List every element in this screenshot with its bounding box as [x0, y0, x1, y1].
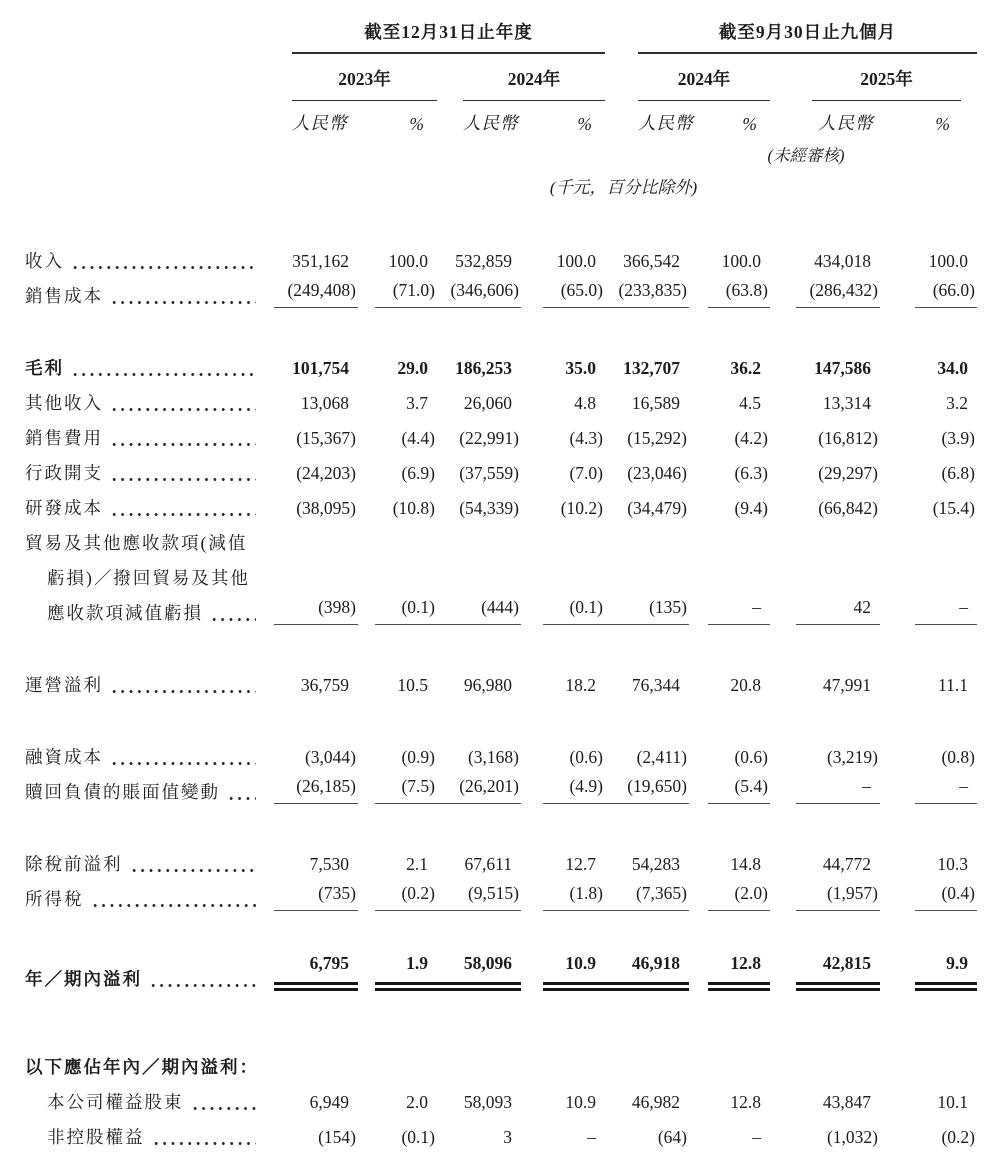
value-cell: (3,168): [467, 747, 519, 767]
year-header-2023: 2023年: [292, 66, 437, 101]
value-cell: 7,530: [309, 854, 349, 874]
dot-leader: [210, 618, 256, 621]
value-cell: 44,772: [822, 854, 871, 874]
value-cell: (233,835): [618, 280, 687, 300]
value-cell: (9.4): [734, 498, 768, 518]
value-cell: 351,162: [292, 251, 349, 271]
value-cell: (0.8): [941, 747, 975, 767]
value-cell: (4.3): [569, 428, 603, 448]
value-cell: 100.0: [721, 251, 761, 271]
value-cell: 3: [503, 1127, 512, 1147]
value-cell: (9,515): [467, 883, 519, 903]
value-cell: (4.9): [569, 776, 603, 796]
row-label: 本公司權益股東: [47, 1092, 184, 1112]
value-cell: –: [959, 776, 968, 796]
value-cell: (64): [657, 1127, 687, 1147]
value-cell: 4.8: [574, 393, 596, 413]
value-cell: 147,586: [814, 358, 871, 378]
row-label: 其他收入: [25, 393, 103, 413]
value-cell: 4.5: [739, 393, 761, 413]
dot-leader: [152, 1142, 257, 1145]
table-row: [25, 1118, 977, 1153]
value-cell: 10.9: [565, 953, 596, 973]
year-header-2024: 2024年: [463, 66, 605, 101]
value-cell: 26,060: [463, 393, 512, 413]
value-cell: 42: [853, 597, 871, 617]
value-cell: (66,842): [818, 498, 878, 518]
value-cell: (0.1): [569, 597, 603, 617]
value-cell: (7,365): [635, 883, 687, 903]
value-cell: (3.9): [941, 428, 975, 448]
table-row: [25, 242, 977, 277]
value-cell: 2.1: [406, 854, 428, 874]
value-cell: (6.3): [734, 463, 768, 483]
value-cell: 1.9: [406, 953, 428, 973]
value-cell: 35.0: [565, 358, 596, 378]
value-cell: 58,093: [463, 1092, 512, 1112]
value-cell: 434,018: [814, 251, 871, 271]
value-cell: 96,980: [463, 675, 512, 695]
value-cell: 100.0: [556, 251, 596, 271]
value-cell: (0.9): [401, 747, 435, 767]
value-cell: (15,367): [296, 428, 356, 448]
spacer-row: [25, 629, 977, 666]
dot-leader: [110, 762, 256, 765]
value-cell: 10.1: [937, 1092, 968, 1112]
value-cell: –: [752, 597, 761, 617]
value-cell: (1,957): [826, 883, 878, 903]
row-label: 應收款項減值虧損: [47, 603, 203, 623]
value-cell: 16,589: [631, 393, 680, 413]
value-cell: (0.1): [401, 597, 435, 617]
value-cell: 186,253: [455, 358, 512, 378]
table-row: [25, 524, 977, 559]
row-label: 運營溢利: [25, 675, 103, 695]
value-cell: (34,479): [627, 498, 687, 518]
value-cell: (398): [318, 597, 356, 617]
value-cell: (23,046): [627, 463, 687, 483]
value-cell: (4.2): [734, 428, 768, 448]
dot-leader: [91, 904, 257, 907]
value-cell: –: [752, 1127, 761, 1147]
value-cell: (15,292): [627, 428, 687, 448]
currency-column-header: 人民幣: [292, 113, 348, 133]
value-cell: (7.0): [569, 463, 603, 483]
value-cell: (249,408): [287, 280, 356, 300]
row-label: 以下應佔年內／期內溢利：: [25, 1057, 259, 1077]
dot-leader: [71, 373, 256, 376]
value-cell: 20.8: [730, 675, 761, 695]
row-label: 所得稅: [25, 889, 84, 909]
value-cell: 10.9: [565, 1092, 596, 1112]
value-cell: (15.4): [932, 498, 975, 518]
row-label: 融資成本: [25, 747, 103, 767]
spacer-row: [25, 995, 977, 1048]
value-cell: (444): [481, 597, 519, 617]
value-cell: 12.8: [730, 1092, 761, 1112]
value-cell: (1.8): [569, 883, 603, 903]
value-cell: (2,411): [636, 747, 687, 767]
currency-column-header: 人民幣: [638, 113, 694, 133]
value-cell: 43,847: [822, 1092, 871, 1112]
value-cell: (0.4): [941, 883, 975, 903]
table-row: [25, 384, 977, 419]
value-cell: (38,095): [296, 498, 356, 518]
table-row: [25, 1083, 977, 1118]
value-cell: (29,297): [818, 463, 878, 483]
value-cell: (0.2): [941, 1127, 975, 1147]
value-cell: 34.0: [937, 358, 968, 378]
dot-leader: [110, 443, 256, 446]
value-cell: (3,219): [826, 747, 878, 767]
value-cell: (4.4): [401, 428, 435, 448]
value-cell: 13,314: [822, 393, 871, 413]
value-cell: 12.7: [565, 854, 596, 874]
table-row: [25, 594, 977, 629]
value-cell: (7.5): [401, 776, 435, 796]
value-cell: (22,991): [459, 428, 519, 448]
table-row: [25, 419, 977, 454]
value-cell: –: [862, 776, 871, 796]
row-label: 毛利: [25, 358, 64, 378]
section-title-nine-month: 截至9月30日止九個月: [718, 22, 897, 42]
table-row: [25, 277, 977, 312]
value-cell: –: [959, 597, 968, 617]
value-cell: 42,815: [822, 953, 871, 973]
row-label: 虧損)／撥回貿易及其他: [47, 568, 250, 588]
row-label: 銷售成本: [25, 286, 103, 306]
row-label: 年／期內溢利: [25, 969, 142, 989]
value-cell: 36,759: [300, 675, 349, 695]
value-cell: (135): [649, 597, 687, 617]
value-cell: 14.8: [730, 854, 761, 874]
value-cell: 18.2: [565, 675, 596, 695]
value-cell: (154): [318, 1127, 356, 1147]
value-cell: (0.1): [401, 1127, 435, 1147]
value-cell: (26,201): [459, 776, 519, 796]
value-cell: 29.0: [397, 358, 428, 378]
value-cell: (26,185): [296, 776, 356, 796]
dot-leader: [130, 869, 257, 872]
value-cell: 100.0: [388, 251, 428, 271]
value-cell: 46,918: [631, 953, 680, 973]
value-cell: (5.4): [734, 776, 768, 796]
value-cell: 46,982: [631, 1092, 680, 1112]
value-cell: 54,283: [631, 854, 680, 874]
value-cell: 3.2: [946, 393, 968, 413]
value-cell: (0.6): [734, 747, 768, 767]
value-cell: 100.0: [928, 251, 968, 271]
dot-leader: [149, 984, 256, 987]
value-cell: (63.8): [725, 280, 768, 300]
row-label: 研發成本: [25, 498, 103, 518]
value-cell: (65.0): [560, 280, 603, 300]
dot-leader: [110, 690, 256, 693]
table-row: [25, 880, 977, 915]
dot-leader: [110, 513, 256, 516]
value-cell: 6,795: [309, 953, 349, 973]
table-row: [25, 738, 977, 773]
value-cell: 58,096: [463, 953, 512, 973]
value-cell: 532,859: [455, 251, 512, 271]
value-cell: 132,707: [623, 358, 680, 378]
value-cell: (6.9): [401, 463, 435, 483]
value-cell: 10.5: [397, 675, 428, 695]
value-cell: 366,542: [623, 251, 680, 271]
income-statement-table: [25, 6, 977, 1153]
value-cell: (3,044): [304, 747, 356, 767]
row-label: 除稅前溢利: [25, 854, 123, 874]
percent-column-header: %: [935, 114, 950, 134]
row-label: 贖回負債的賬面值變動: [25, 782, 220, 802]
units-note: (千元，百分比除外): [549, 178, 698, 197]
value-cell: (19,650): [627, 776, 687, 796]
percent-column-header: %: [742, 114, 757, 134]
row-label: 收入: [25, 251, 64, 271]
value-cell: 13,068: [300, 393, 349, 413]
table-row: [25, 489, 977, 524]
row-label: 銷售費用: [25, 428, 103, 448]
value-cell: 67,611: [464, 854, 512, 874]
value-cell: (0.2): [401, 883, 435, 903]
dot-leader: [71, 266, 256, 269]
table-row: [25, 454, 977, 489]
value-cell: 101,754: [292, 358, 349, 378]
value-cell: (735): [318, 883, 356, 903]
year-header-2025: 2025年: [812, 66, 961, 101]
spacer-row: [25, 808, 977, 845]
dot-leader: [227, 797, 256, 800]
year-header-2024-9m: 2024年: [638, 66, 770, 101]
currency-column-header: 人民幣: [818, 113, 874, 133]
value-cell: (10.2): [560, 498, 603, 518]
dot-leader: [110, 301, 256, 304]
section-title-annual: 截至12月31日止年度: [364, 22, 533, 42]
value-cell: (24,203): [296, 463, 356, 483]
dot-leader: [191, 1107, 257, 1110]
value-cell: 10.3: [937, 854, 968, 874]
value-cell: (1,032): [826, 1127, 878, 1147]
percent-column-header: %: [577, 114, 592, 134]
unaudited-note: (未經審核): [767, 146, 845, 165]
value-cell: (10.8): [392, 498, 435, 518]
table-row: [25, 773, 977, 808]
value-cell: –: [587, 1127, 596, 1147]
dot-leader: [110, 478, 256, 481]
spacer-row: [25, 915, 977, 952]
value-cell: (37,559): [459, 463, 519, 483]
value-cell: 6,949: [309, 1092, 349, 1112]
value-cell: (286,432): [809, 280, 878, 300]
percent-column-header: %: [409, 114, 424, 134]
value-cell: (2.0): [734, 883, 768, 903]
row-label: 貿易及其他應收款項(減值: [25, 533, 248, 553]
value-cell: (54,339): [459, 498, 519, 518]
value-cell: 9.9: [946, 953, 968, 973]
spacer-row: [25, 701, 977, 738]
currency-column-header: 人民幣: [463, 113, 519, 133]
value-cell: 76,344: [631, 675, 680, 695]
value-cell: 2.0: [406, 1092, 428, 1112]
table-row: [25, 666, 977, 701]
table-row: [25, 349, 977, 384]
table-row: [25, 845, 977, 880]
value-cell: (346,606): [450, 280, 519, 300]
value-cell: 3.7: [406, 393, 428, 413]
value-cell: 12.8: [730, 953, 761, 973]
table-header: [25, 6, 977, 242]
table-row: [25, 952, 977, 995]
row-label: 非控股權益: [47, 1127, 145, 1147]
table-row: [25, 559, 977, 594]
value-cell: (71.0): [392, 280, 435, 300]
table-body: [25, 242, 977, 1153]
table-row: [25, 1048, 977, 1083]
value-cell: 47,991: [822, 675, 871, 695]
value-cell: (66.0): [932, 280, 975, 300]
dot-leader: [110, 408, 256, 411]
value-cell: 11.1: [938, 675, 968, 695]
value-cell: (6.8): [941, 463, 975, 483]
value-cell: (0.6): [569, 747, 603, 767]
spacer-row: [25, 312, 977, 349]
row-label: 行政開支: [25, 463, 103, 483]
value-cell: 36.2: [730, 358, 761, 378]
value-cell: (16,812): [818, 428, 878, 448]
